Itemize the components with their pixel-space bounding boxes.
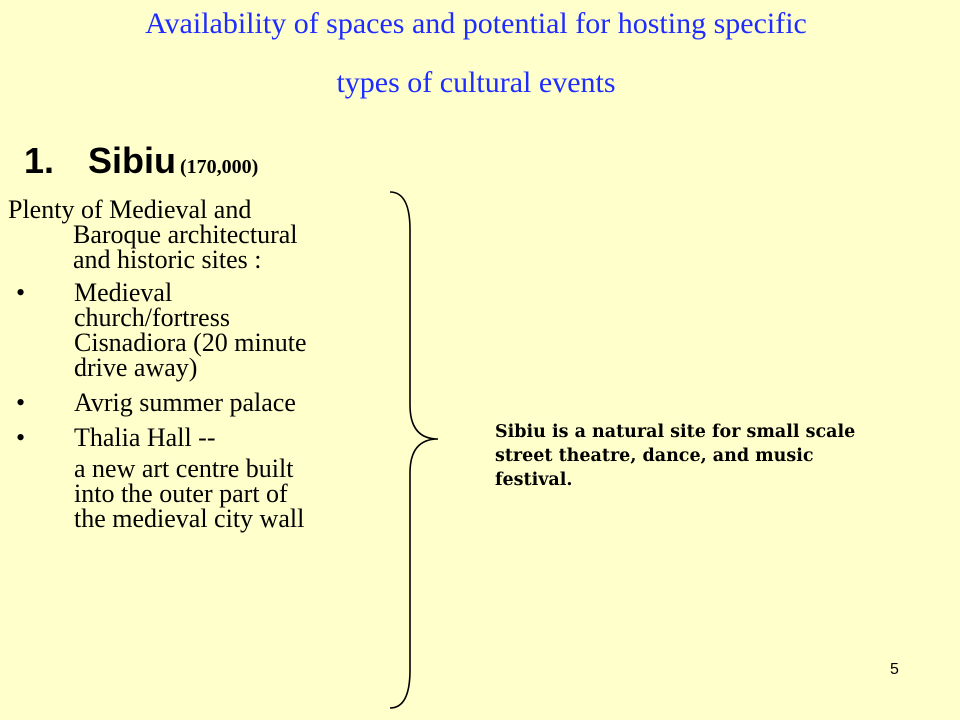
bullet-text: Avrig summer palace	[74, 388, 296, 417]
bullet-icon: •	[16, 388, 26, 417]
slide-title-line-2: types of cultural events	[336, 66, 616, 99]
bullet-item-avrig	[8, 390, 318, 415]
body-text	[8, 197, 318, 531]
intro-paragraph: Plenty of Medieval and Baroque architectural and historic sites :	[8, 195, 298, 274]
page-number: 5	[890, 661, 899, 678]
bullet-item-cisnadiora	[8, 280, 318, 380]
bullet-icon: •	[16, 278, 26, 307]
bullet-text: Thalia Hall --	[74, 423, 216, 452]
bullet-item-thalia	[8, 425, 318, 450]
conclusion-note: Sibiu is a natural site for small scale street theatre, dance, and music festival.	[495, 422, 856, 490]
heading-number: 1.	[24, 140, 55, 181]
slide-title-line-1: Availability of spaces and potential for hosting specific	[145, 7, 807, 40]
heading-population: (170,000)	[180, 156, 259, 178]
heading-city-name: Sibiu	[88, 140, 176, 181]
curly-brace-icon	[390, 190, 450, 710]
thalia-description: a new art centre built into the outer part of the medieval city wall	[74, 454, 305, 533]
section-heading	[24, 140, 258, 182]
bullet-icon: •	[16, 423, 26, 452]
bullet-text: Medieval church/fortress Cisnadiora (20 minute drive away)	[74, 278, 307, 382]
